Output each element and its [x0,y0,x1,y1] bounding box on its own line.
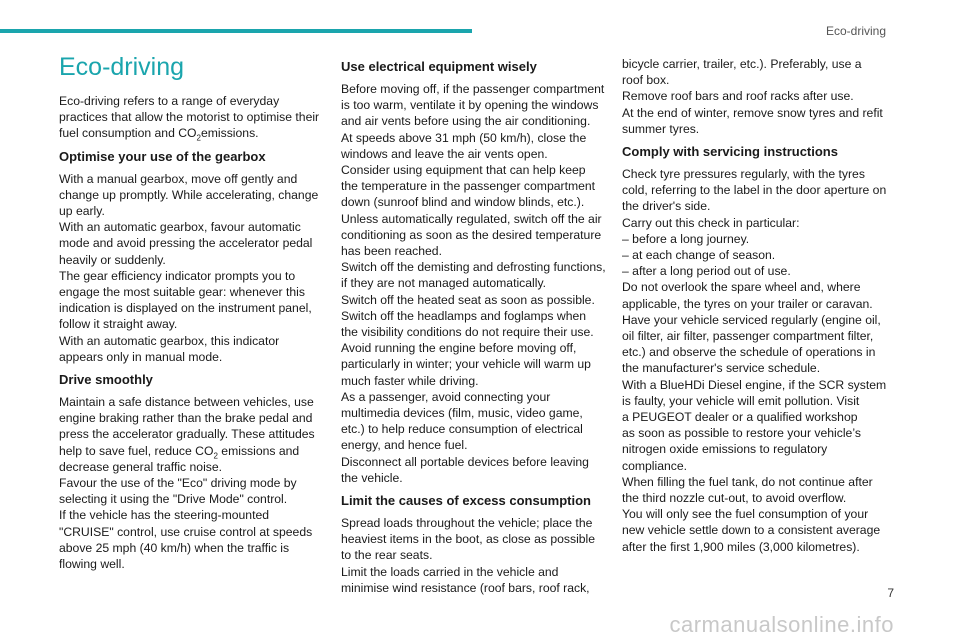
text-line: the manufacturer's service schedule. [622,361,821,376]
text-line: mode and avoid pressing the accelerator pedal [59,236,313,251]
text-line: "CRUISE" control, use cruise control at speeds [59,524,313,539]
text-line: bicycle carrier, trailer, etc.). Preferably, use a [622,57,862,71]
text-line: Carry out this check in particular: [622,215,800,230]
text-line: up early. [59,204,105,219]
text-line: When filling the fuel tank, do not continue after [622,474,873,489]
section-name: Eco-driving [825,24,886,38]
page-title: Eco-driving [59,53,185,81]
text-line: energy, and hence fuel. [341,438,468,453]
text-line: indication is displayed on the instrument panel, [59,301,312,316]
intro-paragraph: Eco-driving refers to a range of everyday practices that allow the motorist to optimise their fuel consumption and $CO_2emissions$. [59,94,320,143]
text-line: Have your vehicle serviced regularly (engine oil, [622,312,881,327]
text-line: above 25 mph (40 km/h) when the traffic is [59,540,290,555]
text-line: etc.) and observe the schedule of operations in [622,345,876,360]
text-line: etc.) to help reduce consumption of electrical [341,422,583,437]
text-line: With an automatic gearbox, favour automatic [59,220,301,235]
text-line: minimise wind resistance (roof bars, roof rack, [341,580,590,595]
text-line: Spread loads throughout the vehicle; place the [341,516,593,531]
text-line: particularly in winter; your vehicle will warm up [341,357,591,372]
servicing-paragraph-b [622,279,887,554]
text-line: change up promptly. While accelerating, change [59,187,319,202]
text-line: The gear efficiency indicator prompts you to [59,268,296,283]
text-line: windows and leave the air vents open. [341,146,548,161]
drive-paragraph: Maintain a safe distance between vehicles, use engine braking rather than the brake pedal and press the accelerator gradually. These attitudes help to save fuel, reduce $CO_2$ emissions and decrease general traffic noise. Favour the use of the "Eco" driving mode by selecting it using the "Drive Mode" control. If the vehicle has the steering-mounted "CRUISE" control, use cruise control at speeds above 25 mph (40 km/h) when the traffic is flowing well. [59,394,321,572]
text-line: Unless automatically regulated, switch off the air [341,211,602,226]
text-line: new vehicle settle down to a consistent average [622,523,881,538]
column-3 [622,56,887,555]
watermark: carmanualsonline.info [669,612,894,637]
heading-electrical: Use electrical equipment wisely [341,59,537,74]
text-line: With an automatic gearbox, this indicator [59,333,280,348]
text-line: Avoid running the engine before moving off, [341,341,577,356]
text-line: oil filter, air filter, passenger compartment filter, [622,329,874,344]
text-line: flowing well. [59,557,125,572]
text-line: Switch off the demisting and defrosting functions, [341,260,606,275]
text-line: selecting it using the "Drive Mode" control. [59,492,288,507]
text-line: the vehicle. [341,470,403,485]
text-line: the temperature in the passenger compartment [341,179,596,194]
text-line: As a passenger, avoid connecting your [341,389,551,404]
servicing-paragraph-a [622,166,887,231]
text-line: is faulty, your vehicle will emit pollution. Visit [622,393,860,408]
text-line: Remove roof bars and roof racks after use. [622,89,854,104]
text-line: If the vehicle has the steering-mounted [59,508,270,523]
text-line: heavily or suddenly. [59,252,166,267]
excess-paragraph [341,515,603,596]
text-line: press the accelerator gradually. These attitudes [59,427,315,442]
text-line: Switch off the headlamps and foglamps when [341,308,587,323]
servicing-bullets [622,231,884,280]
text-line: heaviest items in the boot, as close as possible [341,532,596,547]
text-line: compliance. [622,458,688,473]
text-line: applicable, the tyres on your trailer or caravan. [622,296,873,311]
text-line: Limit the loads carried in the vehicle and [341,564,559,579]
text-line: nitrogen oxide emissions to regulatory [622,442,828,457]
text-line: to the rear seats. [341,548,433,563]
gearbox-paragraph [59,171,321,365]
column-2 [341,58,606,596]
header-accent-bar [0,29,472,33]
text-line: With a BlueHDi Diesel engine, if the SCR system [622,377,887,392]
text-line: Disconnect all portable devices before leaving [341,454,589,469]
text-line: a PEUGEOT dealer or a qualified workshop [622,410,858,425]
heading-servicing: Comply with servicing instructions [622,144,838,160]
continued-paragraph [622,56,884,137]
text-line: the visibility conditions do not require their use. [341,325,594,340]
text-line: engine braking rather than the brake pedal and [59,411,313,426]
text-line: the driver's side. [622,199,711,214]
text-line: At speeds above 31 mph (50 km/h), close the [341,130,587,145]
heading-gearbox: Optimise your use of the gearbox [59,148,266,164]
column-1 [59,52,321,572]
electrical-paragraph [341,81,606,486]
text-line: after the first 1,900 miles (3,000 kilometres). [622,539,860,554]
text-line: the third nozzle cut-out, to avoid overflow. [622,491,847,506]
text-line: roof box. [622,73,670,88]
text-line: Switch off the heated seat as soon as possible. [341,292,595,307]
text-line: conditioning as soon as the desired temperature [341,227,602,242]
heading-excess-consumption: Limit the causes of excess consumption [341,493,591,509]
text-line: Maintain a safe distance between vehicles, use [59,395,314,410]
text-line: Do not overlook the spare wheel and, where [622,280,861,295]
text-line: engage the most suitable gear: whenever this [59,285,305,300]
page-number: 7 [887,586,894,600]
text-line: Favour the use of the "Eco" driving mode by [59,476,297,491]
text-line: Check tyre pressures regularly, with the tyres [622,167,865,182]
text-line: as soon as possible to restore your vehicle’s [622,426,861,441]
text-line: – before a long journey. [622,231,750,246]
text-line: With a manual gearbox, move off gently and [59,171,298,186]
text-line: Before moving off, if the passenger compartment [341,82,605,96]
text-line: cold, referring to the label in the door aperture on [622,183,887,198]
text-line: has been reached. [341,244,442,259]
text-line: multimedia devices (film, music, video game, [341,406,583,421]
text-line: Consider using equipment that can help keep [341,163,586,178]
text-line: summer tyres. [622,121,700,136]
text-line: down (sunroof blind and window blinds, etc.). [341,195,585,210]
text-line: At the end of winter, remove snow tyres and refit [622,105,883,120]
text-line: decrease general traffic noise. [59,459,223,474]
text-line: follow it straight away. [59,317,178,332]
text-line: appears only in manual mode. [59,349,223,364]
text-line: and air vents before using the air conditioning. [341,114,591,129]
heading-drive-smoothly: Drive smoothly [59,372,153,388]
text-line: is too warm, ventilate it by opening the windows [341,98,599,113]
text-line: much faster while driving. [341,373,479,388]
text-line: if they are not managed automatically. [341,276,547,291]
text-line: – at each change of season. [622,248,776,263]
text-line: – after a long period out of use. [622,264,791,279]
text-line: You will only see the fuel consumption of your [622,507,869,522]
